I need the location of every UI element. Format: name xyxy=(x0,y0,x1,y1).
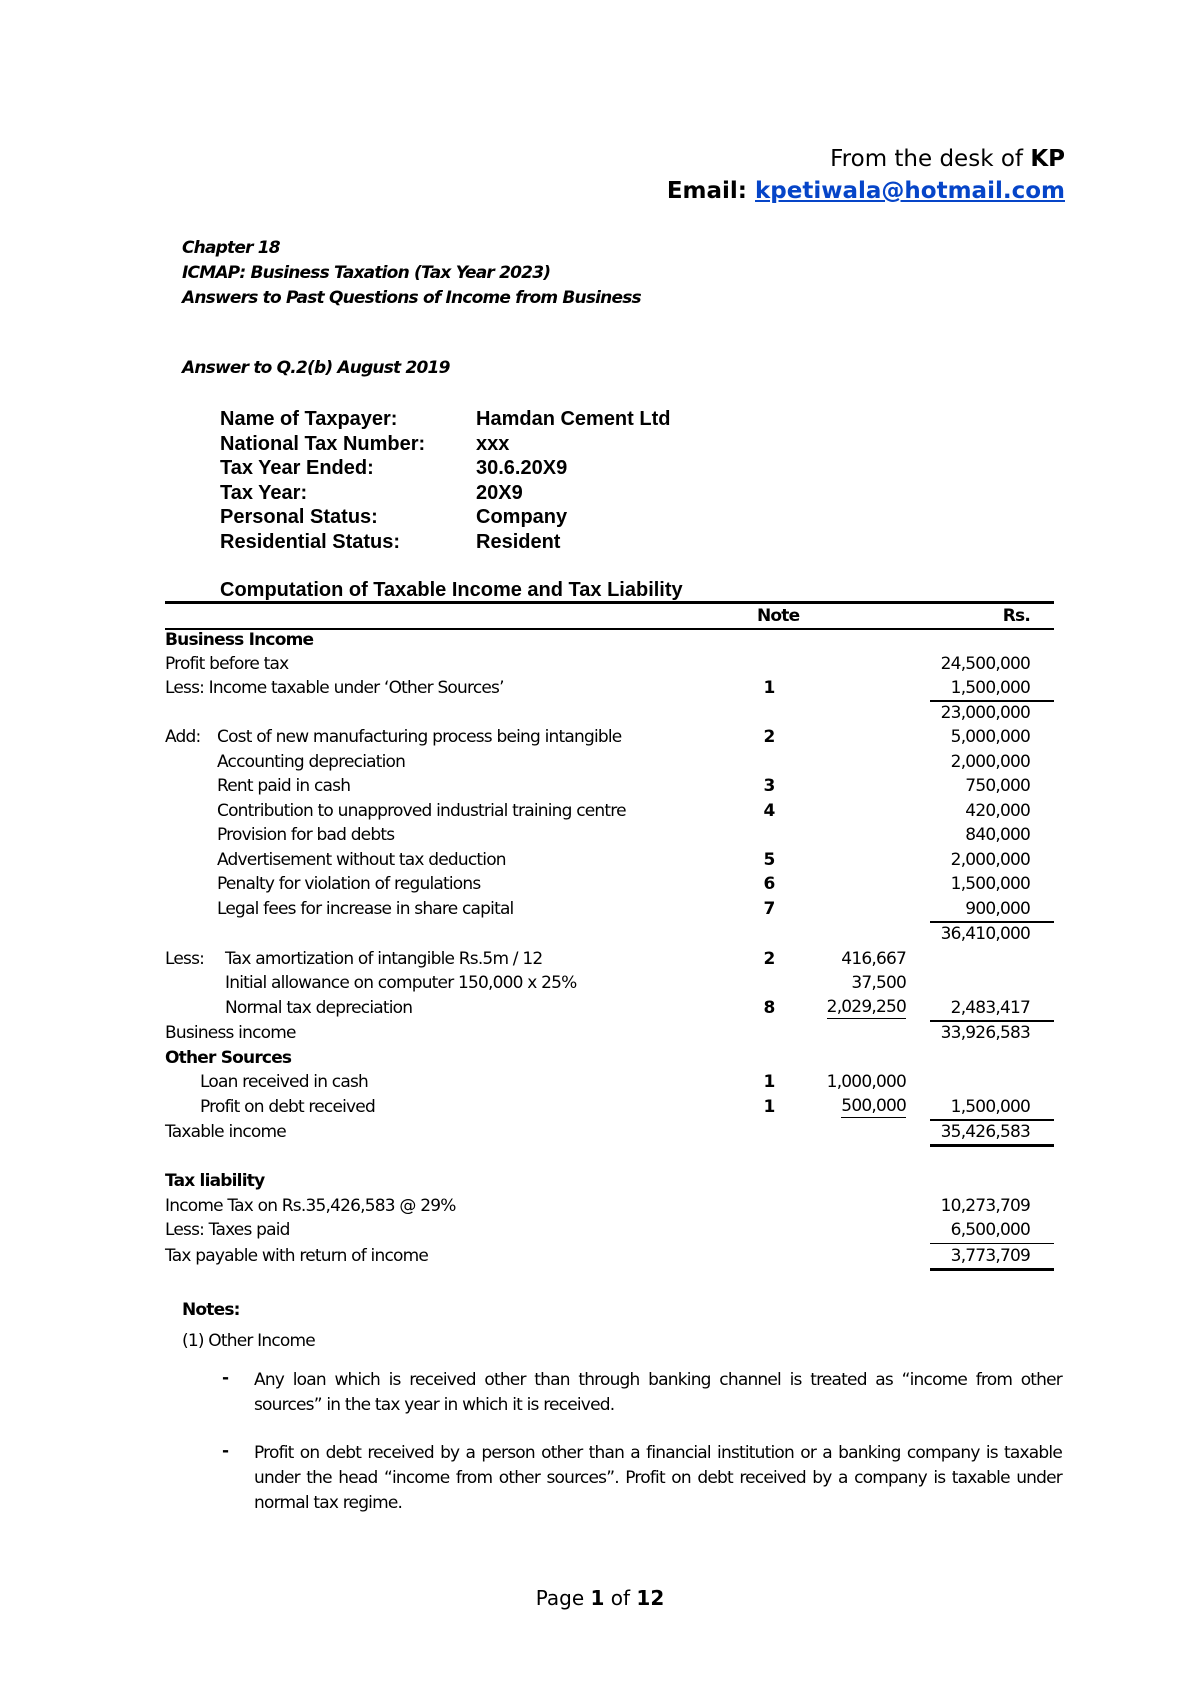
answer-title: Answer to Q.2(b) August 2019 xyxy=(182,358,450,378)
page-total: 12 xyxy=(636,1586,665,1610)
row-sub-amount: 37,500 xyxy=(851,973,906,993)
row-label: Initial allowance on computer 150,000 x 25% xyxy=(225,973,577,993)
row-label: Loan received in cash xyxy=(200,1072,368,1092)
chapter-subtitle: Answers to Past Questions of Income from Business xyxy=(182,288,641,308)
row-sub-amount: 500,000 xyxy=(841,1095,906,1116)
info-label: National Tax Number: xyxy=(220,432,426,455)
row-label: Normal tax depreciation xyxy=(225,997,413,1018)
page-prefix: Page xyxy=(535,1586,591,1610)
row-amount: 840,000 xyxy=(965,825,1030,845)
row-amount: 1,500,000 xyxy=(950,874,1030,894)
row-amount: 1,500,000 xyxy=(950,1096,1030,1117)
info-value: Company xyxy=(476,506,568,528)
double-rule xyxy=(930,1144,1054,1147)
row-label: Income Tax on Rs.35,426,583 @ 29% xyxy=(165,1195,456,1216)
info-value: Resident xyxy=(476,530,561,553)
row-amount: 750,000 xyxy=(965,776,1030,796)
section-heading xyxy=(165,1169,1054,1194)
row-amount: 2,000,000 xyxy=(950,751,1030,772)
email-line xyxy=(667,175,1065,207)
row-label: Less: Income taxable under ‘Other Sources’ xyxy=(165,678,504,698)
page-header xyxy=(667,143,1065,207)
table-row xyxy=(165,1120,1054,1145)
other-sources-heading: Other Sources xyxy=(165,1047,292,1068)
from-desk-text: From the desk of xyxy=(830,146,1031,172)
row-amount: 5,000,000 xyxy=(950,727,1030,747)
page-of: of xyxy=(604,1586,637,1610)
row-label: Advertisement without tax deduction xyxy=(217,849,506,870)
row-amount: 10,273,709 xyxy=(940,1195,1030,1216)
row-amount: 35,426,583 xyxy=(940,1122,1030,1142)
info-label: Personal Status: xyxy=(220,506,378,528)
table-row xyxy=(165,799,1054,824)
row-note: 8 xyxy=(763,997,775,1018)
info-value: Hamdan Cement Ltd xyxy=(476,408,671,430)
email-link[interactable]: kpetiwala@hotmail.com xyxy=(755,178,1065,204)
subtotal-row xyxy=(165,922,1054,947)
row-label: Penalty for violation of regulations xyxy=(217,874,481,894)
info-row xyxy=(220,505,670,530)
note-paragraph: Any loan which is received other than through banking channel is treated as “income from other sources” in the tax year in which it is received. xyxy=(254,1370,1062,1415)
info-value: 30.6.20X9 xyxy=(476,457,568,479)
table-header-row xyxy=(165,604,1054,629)
row-note: 1 xyxy=(763,1096,775,1117)
row-note: 4 xyxy=(763,800,775,821)
table-row xyxy=(165,725,1054,750)
col-note-header: Note xyxy=(757,606,800,626)
chapter-number: Chapter 18 xyxy=(182,238,280,258)
row-label: Accounting depreciation xyxy=(217,751,406,772)
table-row xyxy=(165,848,1054,873)
row-note: 1 xyxy=(763,678,775,698)
row-note: 2 xyxy=(763,948,775,969)
note1-title: (1) Other Income xyxy=(182,1331,315,1351)
section-heading xyxy=(165,1046,1054,1071)
info-label: Residential Status: xyxy=(220,530,401,553)
table-row xyxy=(165,947,1054,972)
row-amount: 23,000,000 xyxy=(940,703,1030,723)
row-note: 7 xyxy=(763,898,775,919)
row-label: Tax payable with return of income xyxy=(165,1245,429,1266)
row-sub-amount: 2,029,250 xyxy=(826,996,906,1017)
table-row xyxy=(165,1021,1054,1046)
info-row xyxy=(220,407,670,432)
row-amount: 2,000,000 xyxy=(950,849,1030,870)
row-label: Provision for bad debts xyxy=(217,825,395,845)
info-row xyxy=(220,481,670,506)
info-row xyxy=(220,530,670,555)
table-row xyxy=(165,1194,1054,1219)
info-label: Name of Taxpayer: xyxy=(220,408,398,430)
info-label: Tax Year Ended: xyxy=(220,457,374,479)
row-label: Profit before tax xyxy=(165,654,289,674)
row-amount: 24,500,000 xyxy=(940,654,1030,674)
row-note: 1 xyxy=(763,1072,775,1092)
bullet-dash: - xyxy=(222,1441,229,1461)
row-label: Legal fees for increase in share capital xyxy=(217,898,514,919)
row-note: 3 xyxy=(763,776,775,796)
add-label: Add: xyxy=(165,727,201,747)
row-sub-amount: 416,667 xyxy=(841,948,906,969)
row-amount: 33,926,583 xyxy=(940,1023,1030,1043)
row-label: Rent paid in cash xyxy=(217,776,351,796)
row-amount: 2,483,417 xyxy=(950,997,1030,1018)
notes-heading: Notes: xyxy=(182,1300,240,1320)
computation-title: Computation of Taxable Income and Tax Liability xyxy=(220,579,683,601)
double-rule xyxy=(930,1268,1054,1271)
row-note: 6 xyxy=(763,874,775,894)
info-row xyxy=(220,456,670,481)
business-income-heading: Business Income xyxy=(165,630,314,650)
table-row xyxy=(165,872,1054,897)
row-label: Profit on debt received xyxy=(200,1096,375,1117)
row-label: Cost of new manufacturing process being intangible xyxy=(217,727,622,747)
note-paragraph: Profit on debt received by a person other than a financial institution or a banking company is taxable under the head “income from other sources”. Profit on debt received by a company is taxable under normal tax regime. xyxy=(254,1443,1062,1513)
table-row xyxy=(165,823,1054,848)
row-amount: 36,410,000 xyxy=(940,924,1030,944)
table-row xyxy=(165,676,1054,701)
page-footer xyxy=(0,1586,1200,1610)
table-row xyxy=(165,774,1054,799)
from-desk-line xyxy=(667,143,1065,175)
row-label: Less: Taxes paid xyxy=(165,1220,290,1240)
info-value: xxx xyxy=(476,432,510,455)
table-row xyxy=(165,750,1054,775)
row-amount: 6,500,000 xyxy=(950,1220,1030,1240)
table-row xyxy=(165,996,1054,1021)
row-label: Contribution to unapproved industrial training centre xyxy=(217,800,626,821)
row-note: 2 xyxy=(763,727,775,747)
row-amount: 420,000 xyxy=(965,800,1030,821)
row-label: Tax amortization of intangible Rs.5m / 12 xyxy=(225,948,543,969)
info-value: 20X9 xyxy=(476,481,523,504)
table-row xyxy=(165,1070,1054,1095)
email-label: Email: xyxy=(666,178,756,204)
table-row xyxy=(165,1095,1054,1120)
section-heading xyxy=(165,628,1054,653)
row-label: Taxable income xyxy=(165,1122,286,1142)
page-number: 1 xyxy=(590,1586,605,1610)
table-row xyxy=(165,652,1054,677)
table-row xyxy=(165,1244,1054,1269)
bullet-dash: - xyxy=(222,1368,229,1388)
col-rs-header: Rs. xyxy=(1002,606,1030,626)
course-title: ICMAP: Business Taxation (Tax Year 2023) xyxy=(182,263,551,283)
info-label: Tax Year: xyxy=(220,481,308,504)
table-row xyxy=(165,971,1054,996)
row-amount: 1,500,000 xyxy=(950,678,1030,698)
row-amount: 3,773,709 xyxy=(950,1245,1030,1266)
chapter-heading xyxy=(182,236,641,311)
row-label: Business income xyxy=(165,1023,296,1043)
tax-liability-heading: Tax liability xyxy=(165,1171,265,1191)
row-amount: 900,000 xyxy=(965,898,1030,919)
table-row xyxy=(165,897,1054,922)
author-initials: KP xyxy=(1030,146,1065,172)
row-note: 5 xyxy=(763,849,775,870)
subtotal-row xyxy=(165,701,1054,726)
table-row xyxy=(165,1218,1054,1243)
taxpayer-info xyxy=(220,407,670,554)
less-label: Less: xyxy=(165,948,205,969)
row-sub-amount: 1,000,000 xyxy=(826,1072,906,1092)
info-row xyxy=(220,432,670,457)
